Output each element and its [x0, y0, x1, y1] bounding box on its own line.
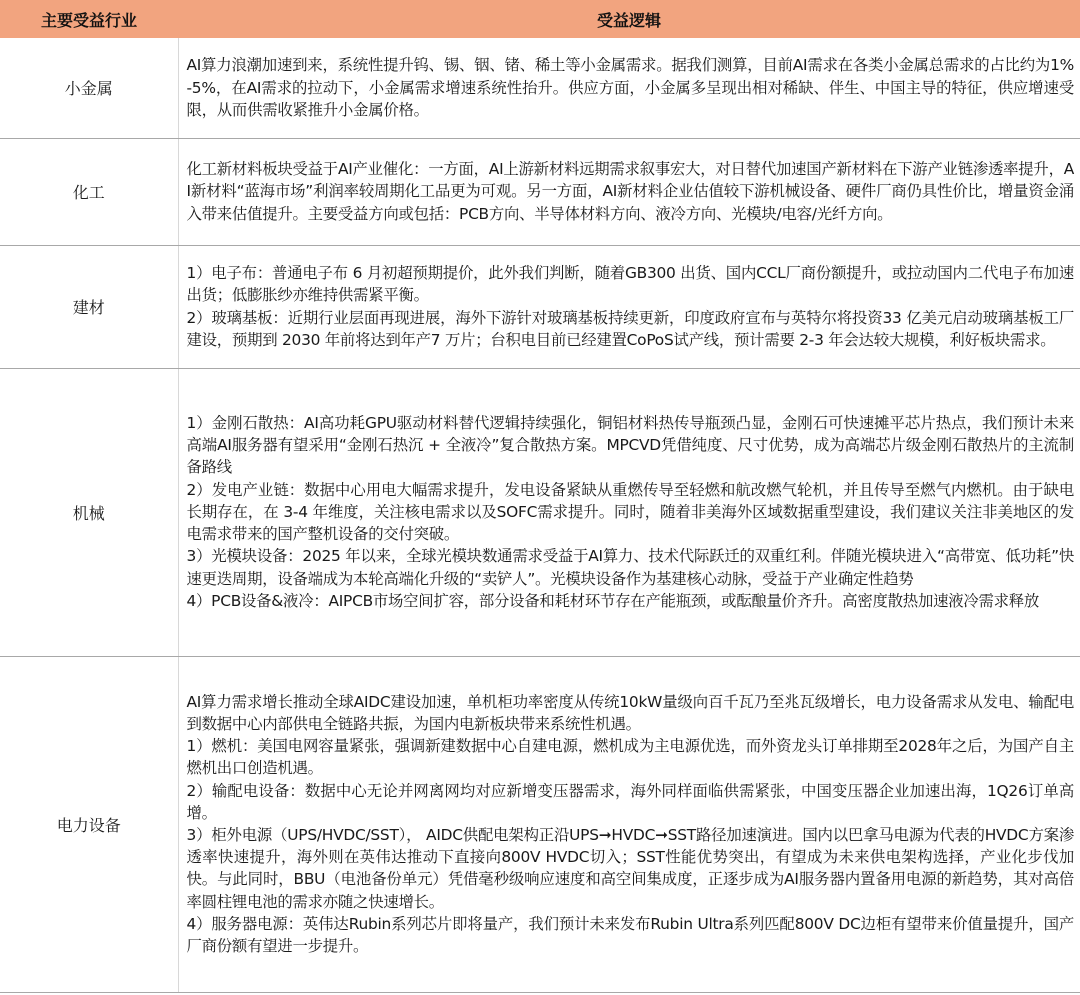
logic-paragraph: 1）电子布：普通电子布 6 月初超预期提价，此外我们判断，随着GB300 出货、国内CCL厂商份额提升，或拉动国内二代电子布加速出货；低膨胀纱亦维持供需紧平衡。 [186, 264, 1074, 305]
industry-cell: 电力设备 [0, 656, 178, 992]
header-logic: 受益逻辑 [178, 0, 1080, 38]
logic-paragraph: AI算力浪潮加速到来，系统性提升钨、锡、铟、锗、稀土等小金属需求。据我们测算，目前AI需求在各类小金属总需求的占比约为1%-5%，在AI需求的拉动下，小金属需求增速系统性抬升。供应方面，小金属多呈现出相对稀缺、伴生、中国主导的特征，供应增速受限，从而供需收紧推升小金属价格。 [186, 56, 1074, 119]
logic-paragraph: 1）燃机：美国电网容量紧张，强调新建数据中心自建电源，燃机成为主电源优选，而外资龙头订单排期至2028年之后，为国产自主燃机出口创造机遇。 [186, 737, 1074, 778]
logic-paragraph: 化工新材料板块受益于AI产业催化：一方面，AI上游新材料远期需求叙事宏大，对日替代加速国产新材料在下游产业链渗透率提升，AI新材料“蓝海市场”利润率较周期化工品更为可观。另一方面，AI新材料企业估值较下游机械设备、硬件厂商仍具性价比，增量资金涌入带来估值提升。主要受益方向或包括：PCB方向、半导体材料方向、液冷方向、光模块/电容/光纤方向。 [186, 160, 1074, 223]
logic-paragraph: AI算力需求增长推动全球AIDC建设加速，单机柜功率密度从传统10kW量级向百千瓦乃至兆瓦级增长，电力设备需求从发电、输配电到数据中心内部供电全链路共振，为国内电新板块带来系统性机遇。 [186, 692, 1074, 733]
industry-cell: 建材 [0, 245, 178, 368]
table-row [0, 38, 1080, 138]
logic-paragraph: 2）输配电设备：数据中心无论并网离网均对应新增变压器需求，海外同样面临供需紧张，中国变压器企业加速出海，1Q26订单高增。 [186, 781, 1074, 822]
logic-paragraph: 3）柜外电源（UPS/HVDC/SST）， AIDC供配电架构正沿UPS➞HVDC➞SST路径加速演进。国内以巴拿马电源为代表的HVDC方案渗透率快速提升，海外则在英伟达推动下直接向800V HVDC切入；SST性能优势突出，有望成为未来供电架构选择，产业化步伐加快。与此同时，BBU（电池备份单元）凭借毫秒级响应速度和高空间集成度，正逐步成为AI服务器内置备用电源的新趋势，其对高倍率圆柱锂电池的需求亦随之快速增长。 [186, 826, 1074, 911]
logic-paragraph: 4）PCB设备&液冷：AIPCB市场空间扩容，部分设备和耗材环节存在产能瓶颈，或酝酿量价齐升。高密度散热加速液冷需求释放 [186, 591, 1040, 610]
logic-cell [178, 368, 1080, 656]
industry-cell: 化工 [0, 138, 178, 245]
table-row [0, 656, 1080, 992]
table-row [0, 368, 1080, 656]
industry-cell: 小金属 [0, 38, 178, 138]
logic-cell [178, 245, 1080, 368]
table-row [0, 138, 1080, 245]
logic-paragraph: 2）发电产业链：数据中心用电大幅需求提升，发电设备紧缺从重燃传导至轻燃和航改燃气轮机，并且传导至燃气内燃机。由于缺电长期存在，在 3-4 年维度，关注核电需求以及SOFC需求提升。同时，随着非美海外区域数据重型建设，我们建议关注非美地区的发电需求带来的国产整机设备的交付突破。 [186, 480, 1074, 544]
logic-paragraph: 3）光模块设备：2025 年以来，全球光模块数通需求受益于AI算力、技术代际跃迁的双重红利。伴随光模块进入“高带宽、低功耗”快速更迭周期，设备端成为本轮高端化升级的“卖铲人”。光模块设备作为基建核心动脉，受益于产业确定性趋势 [186, 547, 1074, 588]
table-row [0, 245, 1080, 368]
industry-cell: 机械 [0, 368, 178, 656]
table-header-row [0, 0, 1080, 38]
logic-cell [178, 138, 1080, 245]
logic-paragraph: 2）玻璃基板：近期行业层面再现进展，海外下游针对玻璃基板持续更新，印度政府宣布与英特尔将投资33 亿美元启动玻璃基板工厂建设，预期到 2030 年前将达到年产7 万片；台积电目前已经建置CoPoS试产线，预计需要 2-3 年会达较大规模，利好板块需求。 [186, 308, 1074, 349]
logic-paragraph: 1）金刚石散热：AI高功耗GPU驱动材料替代逻辑持续强化，铜铝材料热传导瓶颈凸显，金刚石可快速摊平芯片热点，我们预计未来高端AI服务器有望采用“金刚石热沉 + 全液冷”复合散热方案。MPCVD凭借纯度、尺寸优势，成为高端芯片级金刚石散热片的主流制备路线 [186, 414, 1074, 477]
logic-cell [178, 656, 1080, 992]
header-industry: 主要受益行业 [0, 0, 178, 38]
logic-paragraph: 4）服务器电源：英伟达Rubin系列芯片即将量产，我们预计未来发布Rubin Ultra系列匹配800V DC边柜有望带来价值量提升，国产厂商份额有望进一步提升。 [186, 914, 1074, 956]
logic-cell [178, 38, 1080, 138]
